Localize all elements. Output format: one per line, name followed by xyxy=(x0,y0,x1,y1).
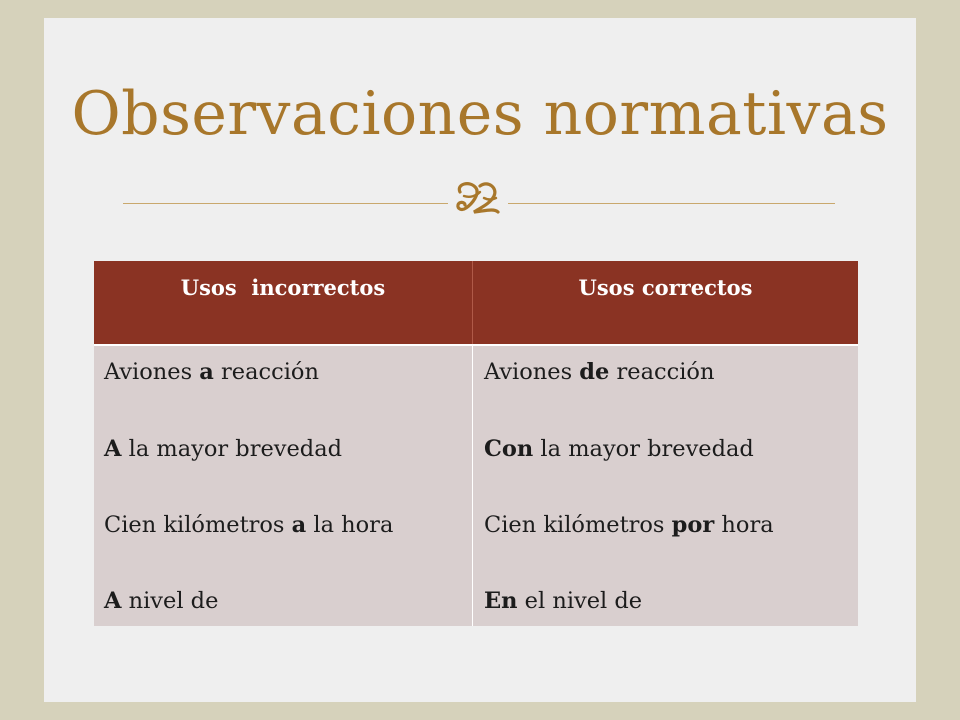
incorrect-usage-line: Aviones a reacción xyxy=(104,359,319,385)
header-incorrect-uses: Usos incorrectos xyxy=(180,275,386,300)
fleuron-ornament-icon xyxy=(450,178,506,218)
correct-usage-line: Con la mayor brevedad xyxy=(484,436,754,462)
correct-usage-line: En el nivel de xyxy=(484,588,643,614)
header-correct-uses: Usos correctos xyxy=(578,275,753,300)
correct-usage-line: Cien kilómetros por hora xyxy=(484,512,774,538)
incorrect-usage-line: A nivel de xyxy=(104,588,219,614)
table-body xyxy=(94,345,858,626)
incorrect-usage-line: Cien kilómetros a la hora xyxy=(104,512,394,538)
title-rule-left xyxy=(123,203,448,204)
title-rule-right xyxy=(508,203,835,204)
correct-usage-line: Aviones de reacción xyxy=(484,359,715,385)
row-divider xyxy=(94,344,858,346)
incorrect-usage-line: A la mayor brevedad xyxy=(104,436,343,462)
column-divider xyxy=(472,345,473,626)
slide-title: Observaciones normativas xyxy=(71,79,889,149)
